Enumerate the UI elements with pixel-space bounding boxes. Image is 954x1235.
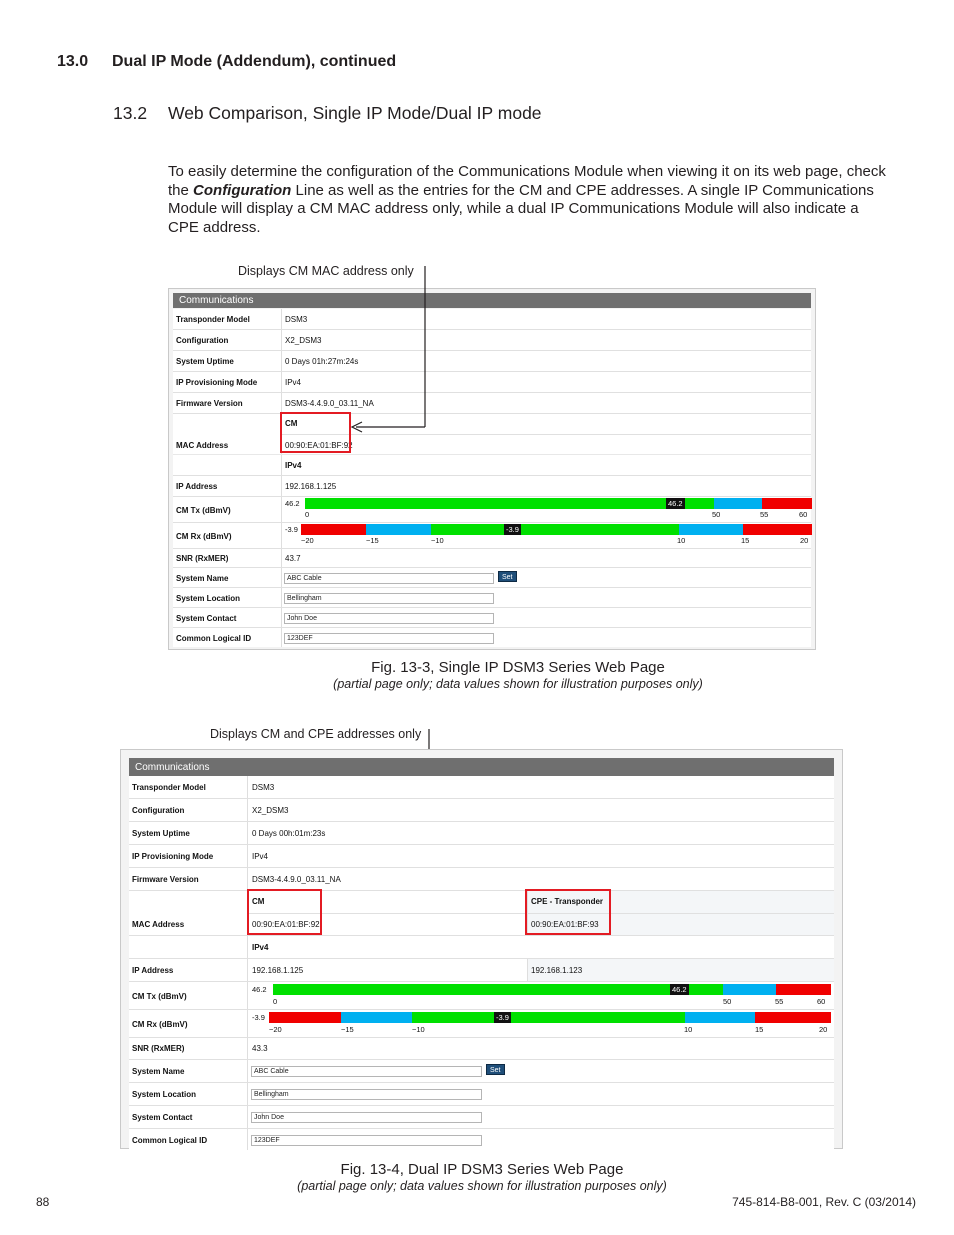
table-row: Transponder Model DSM3 (129, 776, 834, 799)
table-row-tx: CM Tx (dBmV) 46.2 46.2 0 50 55 60 (173, 497, 811, 523)
table-row: SNR (RxMER) 43.3 (129, 1038, 834, 1060)
table-row-mac: CM MAC Address 00:90:EA:01:BF:92 (173, 414, 811, 455)
table-row: Firmware Version DSM3-4.4.9.0_03.11_NA (129, 868, 834, 891)
section-number: 13.0 (57, 53, 89, 70)
table-row-rx: CM Rx (dBmV) -3.9 -3.9 −20 −15 −10 10 15 20 (173, 523, 811, 549)
system-location-input[interactable]: Bellingham (284, 593, 494, 604)
table-row: IP Provisioning Mode IPv4 (173, 372, 811, 393)
logical-id-input[interactable]: 123DEF (284, 633, 494, 644)
table-row: System Location Bellingham (173, 588, 811, 608)
table-row: Configuration X2_DSM3 (129, 799, 834, 822)
fig2-cm-highlight (247, 889, 322, 935)
fig1-panel-header: Communications (173, 293, 811, 308)
fig2-cpe-highlight (525, 889, 611, 935)
table-row: Configuration X2_DSM3 (173, 330, 811, 351)
table-row: IP Address 192.168.1.125 192.168.1.123 (129, 959, 834, 982)
rx-level-marker: -3.9 (506, 525, 519, 534)
system-name-input[interactable]: ABC Cable (284, 573, 494, 584)
table-row: System Contact John Doe (129, 1106, 834, 1129)
fig2-caption-note: (partial page only; data values shown for illustration purposes only) (297, 1179, 667, 1193)
rx-level-marker: -3.9 (496, 1013, 509, 1022)
table-row: IPv4 (129, 936, 834, 959)
table-row: SNR (RxMER) 43.7 (173, 549, 811, 568)
table-row: IPv4 (173, 455, 811, 476)
fig1-caption-note: (partial page only; data values shown for illustration purposes only) (333, 677, 703, 691)
system-contact-input[interactable]: John Doe (251, 1112, 482, 1123)
table-row: Firmware Version DSM3-4.4.9.0_03.11_NA (173, 393, 811, 414)
rx-level-bar (269, 1012, 831, 1023)
table-row: System Name ABC Cable Set (129, 1060, 834, 1083)
fig2-caption: Fig. 13-4, Dual IP DSM3 Series Web Page (340, 1161, 624, 1178)
table-row: IP Address 192.168.1.125 (173, 476, 811, 497)
tx-level-bar (273, 984, 831, 995)
page-number: 88 (36, 1195, 50, 1209)
table-row: Common Logical ID 123DEF (129, 1129, 834, 1150)
system-contact-input[interactable]: John Doe (284, 613, 494, 624)
set-button[interactable]: Set (498, 571, 517, 582)
fig2-table (129, 776, 834, 1150)
fig1-callout: Displays CM MAC address only (238, 264, 414, 278)
table-row: System Uptime 0 Days 00h:01m:23s (129, 822, 834, 845)
document-id: 745-814-B8-001, Rev. C (03/2014) (732, 1195, 916, 1209)
table-row: Transponder Model DSM3 (173, 309, 811, 330)
paragraph-emphasis: Configuration (193, 181, 292, 199)
table-row: System Name ABC Cable Set (173, 568, 811, 588)
table-row: System Contact John Doe (173, 608, 811, 628)
table-row-mac: CM CPE - Transponder MAC Address 00:90:EA:01:BF:92 00:90:EA:01:BF:93 (129, 891, 834, 936)
system-name-input[interactable]: ABC Cable (251, 1066, 482, 1077)
paragraph-text: To easily determine the configuration of the Communications Module when viewing it on its web page, check the (168, 163, 886, 199)
fig2-callout: Displays CM and CPE addresses only (210, 727, 422, 741)
tx-level-marker: 46.2 (668, 499, 683, 508)
tx-level-marker: 46.2 (672, 985, 687, 994)
paragraph-text-end: Line as well as the entries for the CM and CPE addresses. A single IP Communications Module will display a CM MAC address only, while a dual IP Communications Module will also indicate a CPE address. (168, 181, 874, 237)
fig2-panel-header: Communications (129, 758, 834, 776)
table-row: Common Logical ID 123DEF (173, 628, 811, 647)
fig2-web-panel (120, 749, 843, 1149)
table-row-tx: CM Tx (dBmV) 46.2 46.2 0 50 55 60 (129, 982, 834, 1010)
system-location-input[interactable]: Bellingham (251, 1089, 482, 1100)
set-button[interactable]: Set (486, 1064, 505, 1075)
table-row: System Uptime 0 Days 01h:27m:24s (173, 351, 811, 372)
fig1-caption: Fig. 13-3, Single IP DSM3 Series Web Page (371, 659, 665, 676)
subsection-number: 13.2 (113, 103, 148, 123)
logical-id-input[interactable]: 123DEF (251, 1135, 482, 1146)
table-row-rx: CM Rx (dBmV) -3.9 -3.9 −20 −15 −10 10 15 20 (129, 1010, 834, 1038)
subsection-title: Web Comparison, Single IP Mode/Dual IP mode (168, 103, 542, 123)
table-row: IP Provisioning Mode IPv4 (129, 845, 834, 868)
table-row: System Location Bellingham (129, 1083, 834, 1106)
section-title: Dual IP Mode (Addendum), continued (112, 53, 397, 70)
